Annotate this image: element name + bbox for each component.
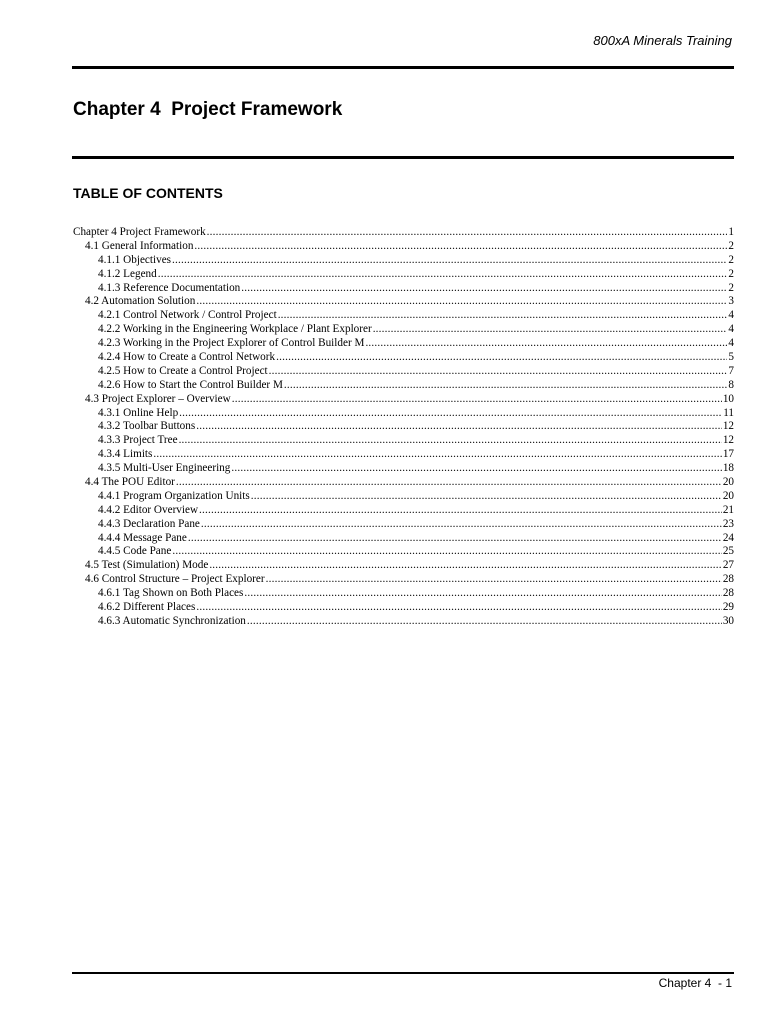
toc-entry-title: 4.5 Test (Simulation) Mode (85, 559, 209, 572)
header-rule (72, 66, 734, 69)
toc-entry[interactable] (73, 393, 734, 407)
running-header: 800xA Minerals Training (593, 33, 732, 48)
toc-entry[interactable] (73, 573, 734, 587)
toc-entry[interactable] (73, 518, 734, 532)
toc-dot-leader (247, 615, 722, 629)
toc-dot-leader (244, 587, 721, 601)
toc-entry[interactable] (73, 601, 734, 615)
toc-entry[interactable] (73, 282, 734, 296)
toc-entry-title: 4.6.2 Different Places (98, 601, 196, 614)
toc-entry-page: 2 (728, 239, 734, 252)
toc-entry-page: 11 (723, 406, 734, 419)
toc-entry-page: 10 (722, 392, 734, 405)
toc-entry-page: 4 (728, 323, 734, 336)
toc-entry-page: 12 (722, 420, 734, 433)
table-of-contents (73, 226, 734, 629)
toc-entry[interactable] (73, 254, 734, 268)
toc-dot-leader (172, 254, 727, 268)
toc-entry-title: 4.3.3 Project Tree (98, 434, 178, 447)
toc-entry-title: 4.4 The POU Editor (85, 476, 175, 489)
footer-rule (72, 972, 734, 974)
toc-entry-title: 4.2.2 Working in the Engineering Workplace / Plant Explorer (98, 323, 372, 336)
toc-entry-title: 4.1.2 Legend (98, 267, 157, 280)
toc-entry-page: 4 (728, 309, 734, 322)
toc-entry-title: 4.4.1 Program Organization Units (98, 489, 250, 502)
toc-entry-title: 4.2.4 How to Create a Control Network (98, 351, 276, 364)
toc-entry[interactable] (73, 365, 734, 379)
toc-entry-title: 4.6.1 Tag Shown on Both Places (98, 587, 244, 600)
toc-entry-page: 1 (728, 226, 734, 238)
toc-entry[interactable] (73, 323, 734, 337)
toc-entry[interactable] (73, 615, 734, 629)
toc-dot-leader (201, 518, 722, 532)
toc-dot-leader (179, 434, 722, 448)
toc-dot-leader (266, 573, 722, 587)
toc-entry-title: 4.4.2 Editor Overview (98, 503, 199, 516)
toc-dot-leader (172, 545, 721, 559)
toc-dot-leader (232, 393, 722, 407)
toc-entry-page: 4 (728, 337, 734, 350)
page-number: Chapter 4 - 1 (658, 976, 732, 990)
toc-entry-title: 4.3.2 Toolbar Buttons (98, 420, 196, 433)
toc-entry-title: 4.3 Project Explorer – Overview (85, 392, 231, 405)
toc-entry[interactable] (73, 559, 734, 573)
toc-heading: TABLE OF CONTENTS (73, 185, 223, 201)
toc-entry-page: 29 (722, 601, 734, 614)
toc-entry-page: 24 (722, 531, 734, 544)
toc-entry-title: 4.4.4 Message Pane (98, 531, 187, 544)
toc-entry-title: 4.2.6 How to Start the Control Builder M (98, 378, 283, 391)
toc-dot-leader (276, 351, 727, 365)
toc-dot-leader (176, 476, 722, 490)
toc-entry[interactable] (73, 295, 734, 309)
toc-entry-page: 18 (722, 462, 734, 475)
toc-entry-title: 4.6.3 Automatic Synchronization (98, 614, 246, 627)
toc-dot-leader (209, 559, 722, 573)
toc-entry-page: 27 (722, 559, 734, 572)
toc-dot-leader (251, 490, 722, 504)
toc-entry[interactable] (73, 476, 734, 490)
toc-entry-title: 4.1.1 Objectives (98, 253, 172, 266)
toc-entry[interactable] (73, 587, 734, 601)
toc-dot-leader (153, 448, 721, 462)
toc-entry[interactable] (73, 337, 734, 351)
toc-entry-title: 4.4.5 Code Pane (98, 545, 172, 558)
chapter-title: Chapter 4 Project Framework (73, 99, 343, 120)
toc-dot-leader (365, 337, 727, 351)
toc-entry-title: Chapter 4 Project Framework (73, 226, 206, 238)
toc-entry-page: 12 (722, 434, 734, 447)
toc-dot-leader (269, 365, 728, 379)
toc-dot-leader (373, 323, 728, 337)
toc-entry-title: 4.1.3 Reference Documentation (98, 281, 241, 294)
toc-entry-title: 4.3.1 Online Help (98, 406, 179, 419)
toc-dot-leader (231, 462, 721, 476)
toc-dot-leader (194, 240, 727, 254)
toc-entry[interactable] (73, 532, 734, 546)
toc-dot-leader (196, 295, 727, 309)
toc-entry-title: 4.3.5 Multi-User Engineering (98, 462, 231, 475)
toc-entry[interactable] (73, 379, 734, 393)
toc-entry[interactable] (73, 240, 734, 254)
toc-entry-page: 25 (722, 545, 734, 558)
toc-entry[interactable] (73, 545, 734, 559)
toc-entry-title: 4.4.3 Declaration Pane (98, 517, 200, 530)
toc-dot-leader (207, 226, 728, 240)
toc-entry[interactable] (73, 448, 734, 462)
toc-entry-page: 20 (722, 489, 734, 502)
toc-entry[interactable] (73, 490, 734, 504)
toc-entry-title: 4.1 General Information (85, 239, 194, 252)
toc-entry-page: 2 (728, 267, 734, 280)
toc-entry-page: 17 (722, 448, 734, 461)
toc-entry-page: 2 (728, 281, 734, 294)
toc-entry-page: 28 (722, 587, 734, 600)
toc-entry[interactable] (73, 434, 734, 448)
toc-entry[interactable] (73, 226, 734, 240)
title-rule (72, 156, 734, 159)
toc-entry-page: 20 (722, 476, 734, 489)
toc-entry-page: 28 (722, 573, 734, 586)
toc-entry-page: 23 (722, 517, 734, 530)
toc-dot-leader (196, 420, 722, 434)
toc-dot-leader (278, 309, 728, 323)
toc-dot-leader (199, 504, 722, 518)
toc-entry-page: 30 (722, 614, 734, 627)
toc-dot-leader (241, 282, 727, 296)
toc-entry[interactable] (73, 504, 734, 518)
toc-dot-leader (196, 601, 721, 615)
toc-dot-leader (188, 532, 722, 546)
toc-dot-leader (284, 379, 728, 393)
toc-entry[interactable] (73, 309, 734, 323)
toc-entry-page: 21 (722, 503, 734, 516)
toc-entry-page: 8 (728, 378, 734, 391)
toc-entry-page: 7 (728, 364, 734, 377)
toc-entry-title: 4.6 Control Structure – Project Explorer (85, 573, 265, 586)
toc-entry[interactable] (73, 462, 734, 476)
toc-entry-page: 3 (728, 295, 734, 308)
toc-entry-page: 2 (728, 253, 734, 266)
toc-dot-leader (179, 407, 722, 421)
toc-entry-page: 5 (728, 351, 734, 364)
toc-dot-leader (158, 268, 728, 282)
toc-entry[interactable] (73, 407, 734, 421)
toc-entry-title: 4.2.1 Control Network / Control Project (98, 309, 277, 322)
toc-entry-title: 4.2.5 How to Create a Control Project (98, 364, 268, 377)
toc-entry-title: 4.2 Automation Solution (85, 295, 196, 308)
toc-entry[interactable] (73, 420, 734, 434)
toc-entry-title: 4.2.3 Working in the Project Explorer of Control Builder M (98, 337, 365, 350)
toc-entry-title: 4.3.4 Limits (98, 448, 153, 461)
toc-entry[interactable] (73, 351, 734, 365)
toc-entry[interactable] (73, 268, 734, 282)
